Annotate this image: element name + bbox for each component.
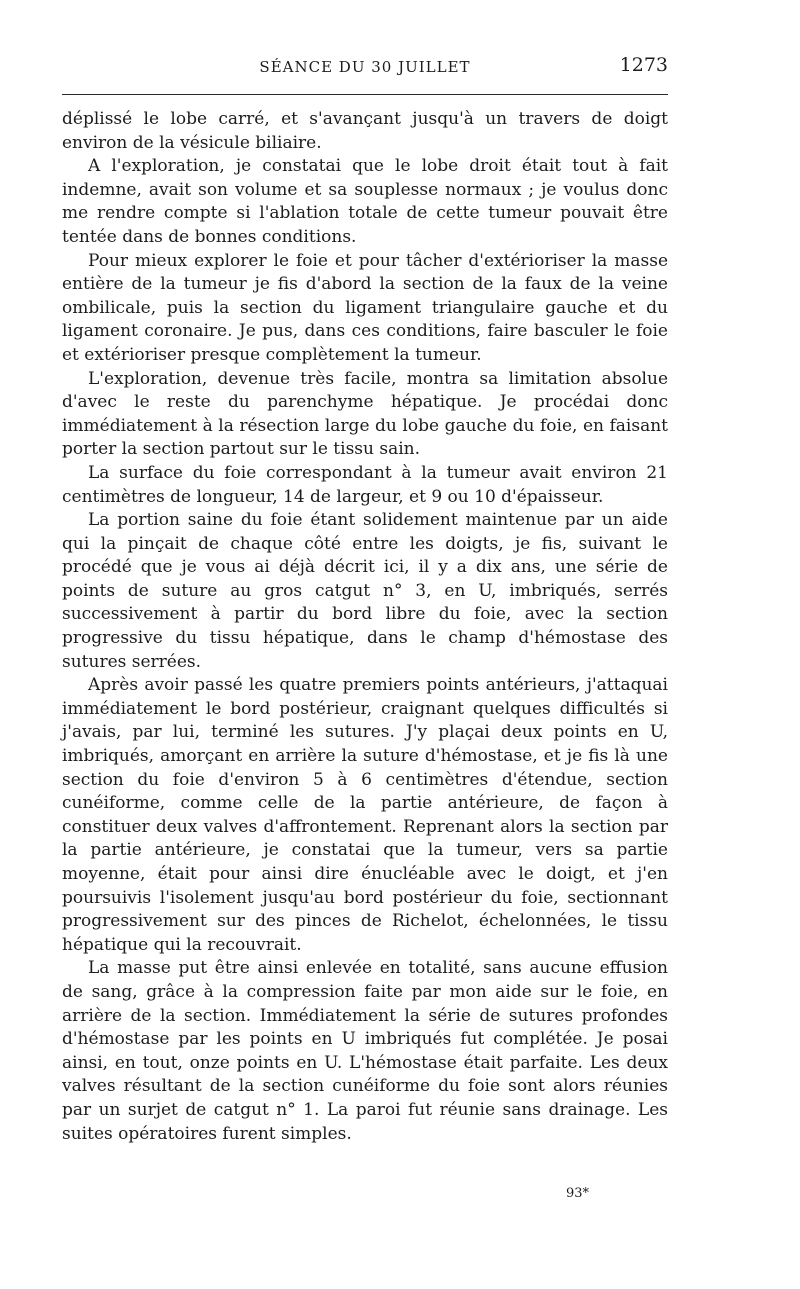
paragraph: La portion saine du foie étant solidement maintenue par un aide qui la pinçait de chaque côté entre les doigts, je fis, suivant le procédé que je vous ai déjà décrit ici, il y a dix ans, une série de points de suture au gros catgut n° 3, en U, imbriqués, serrés successivement à partir du bord libre du foie, avec la section progressive du tissu hépatique, dans le champ d'hémostase des sutures serrées. — [62, 510, 668, 672]
paragraph: Après avoir passé les quatre premiers points antérieurs, j'attaquai immédiatement le bord postérieur, craignant quelques difficultés si j'avais, par lui, terminé les sutures. J'y plaçai deux points en U, imbriqués, amorçant en arrière la suture d'hémostase, et je fis là une section du foie d'environ 5 à 6 centimètres d'étendue, section cunéiforme, comme celle de la partie antérieure, de façon à constituer deux valves d'affrontement. Reprenant alors la section par la partie antérieure, je constatai que la tumeur, vers sa partie moyenne, était pour ainsi dire énucléable avec le doigt, et j'en poursuivis l'isolement jusqu'au bord postérieur du foie, sectionnant progressivement sur des pinces de Richelot, échelonnées, le tissu hépatique qui la recouvrait. — [62, 675, 668, 955]
paragraph: La surface du foie correspondant à la tumeur avait environ 21 centimètres de longueur, 14 de largeur, et 9 ou 10 d'épaisseur. — [62, 462, 668, 507]
header-divider — [62, 94, 668, 95]
page-number: 1273 — [619, 54, 668, 76]
page-header — [62, 50, 668, 84]
paragraph-continuation: déplissé le lobe carré, et s'avançant jusqu'à un travers de doigt environ de la vésicule biliaire. — [62, 109, 668, 153]
paragraph: A l'exploration, je constatai que le lobe droit était tout à fait indemne, avait son volume et sa souplesse normaux ; je voulus donc me rendre compte si l'ablation totale de cette tumeur pouvait être tentée dans de bonnes conditions. — [62, 156, 668, 247]
body-text — [62, 108, 668, 1146]
signature-mark: 93* — [566, 1186, 590, 1201]
paragraph: Pour mieux explorer le foie et pour tâcher d'extérioriser la masse entière de la tumeur je fis d'abord la section de la faux de la veine ombilicale, puis la section du ligament triangulaire gauche et du ligament coronaire. Je pus, dans ces conditions, faire basculer le foie et extérioriser presque complètement la tumeur. — [62, 250, 668, 365]
paragraph: La masse put être ainsi enlevée en totalité, sans aucune effusion de sang, grâce à la compression faite par mon aide sur le foie, en arrière de la section. Immédiatement la série de sutures profondes d'hémostase par les points en U imbriqués fut complétée. Je posai ainsi, en tout, onze points en U. L'hémostase était parfaite. Les deux valves résultant de la section cunéiforme du foie sont alors réunies par un surjet de catgut n° 1. La paroi fut réunie sans drainage. Les suites opératoires furent simples. — [62, 958, 668, 1144]
paragraph: L'exploration, devenue très facile, montra sa limitation absolue d'avec le reste du parenchyme hépatique. Je procédai donc immédiatement à la résection large du lobe gauche du foie, en faisant porter la section partout sur le tissu sain. — [62, 368, 668, 460]
running-title: SÉANCE DU 30 JUILLET — [259, 58, 471, 76]
